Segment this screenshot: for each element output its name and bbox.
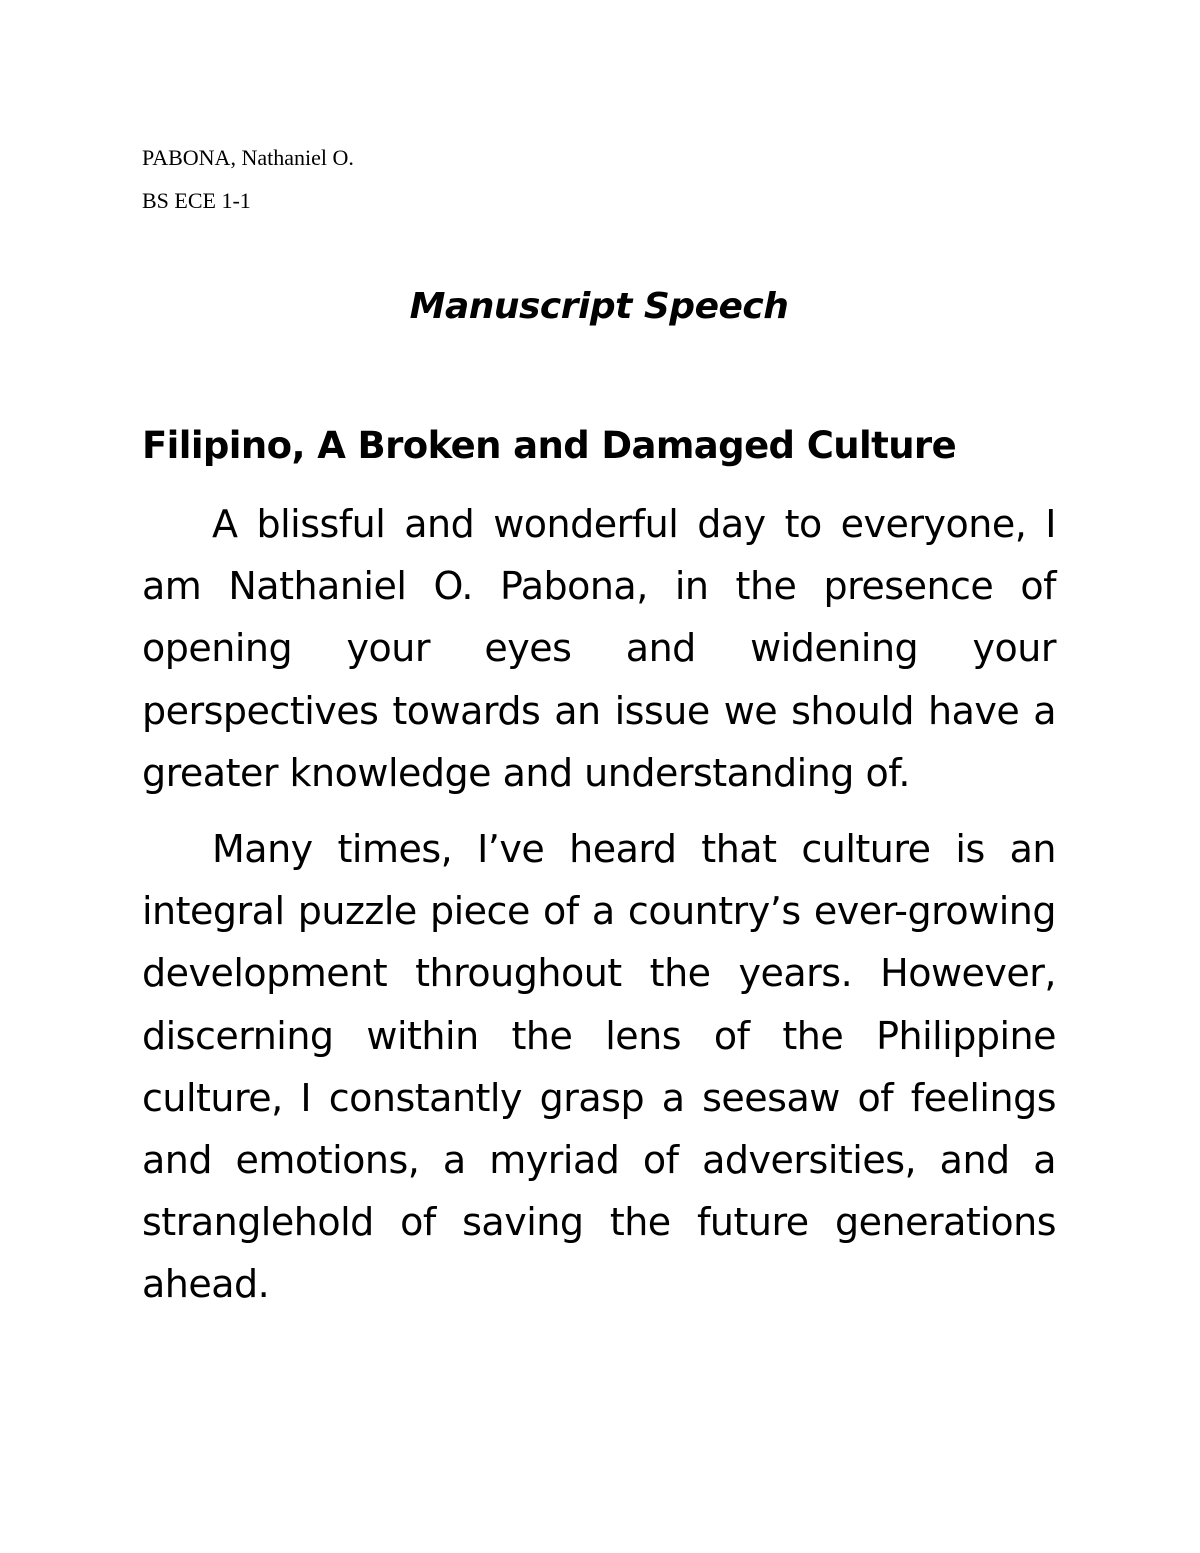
speech-heading: Filipino, A Broken and Damaged Culture [142,424,957,467]
page-title: Manuscript Speech [409,286,789,327]
body-paragraph: A blissful and wonderful day to everyone, I am Nathaniel O. Pabona, in the presence of opening your eyes and widening your perspectives towards an issue we should have a greater knowledge and understanding of. [142,502,1056,795]
body-paragraph: Many times, I’ve heard that culture is an integral puzzle piece of a country’s ever-growing development throughout the years. However, discerning within the lens of the Philippine culture, I constantly grasp a seesaw of feelings and emotions, a myriad of adversities, and a stranglehold of saving the future generations ahead. [142,827,1056,1307]
author-section: BS ECE 1-1 [142,188,251,213]
author-name: PABONA, Nathaniel O. [142,145,354,170]
